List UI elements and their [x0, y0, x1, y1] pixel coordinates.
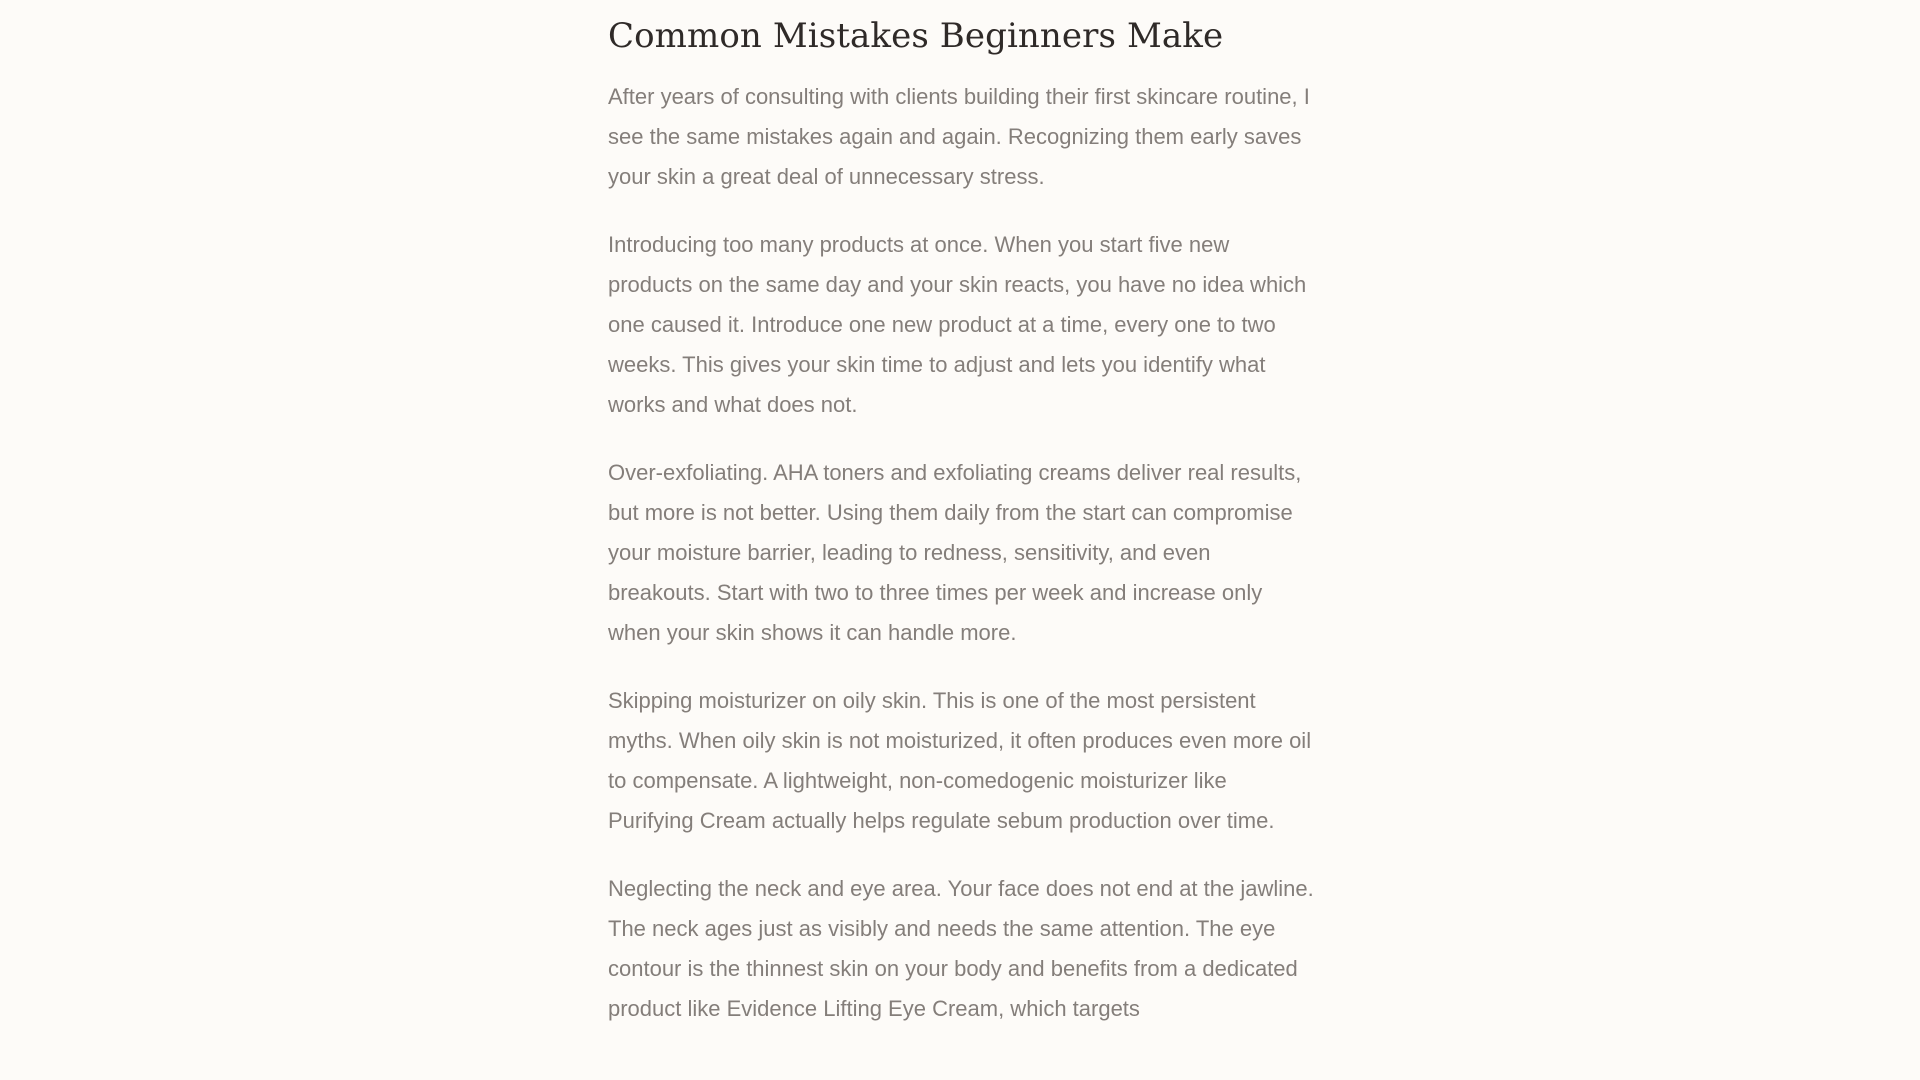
mistake-neglecting-neck-eye-paragraph: Neglecting the neck and eye area. Your face does not end at the jawline. The neck ages just as visibly and needs the same attention. The eye contour is the thinnest skin on your body and benefits from a dedicated product like Evidence Lifting Eye Cream, which targets	[608, 876, 1314, 1021]
mistake-skipping-moisturizer-paragraph: Skipping moisturizer on oily skin. This is one of the most persistent myths. When oily skin is not moisturized, it often produces even more oil to compensate. A lightweight, non-comedogenic moisturizer like Purifying Cream actually helps regulate sebum production over time.	[608, 688, 1312, 833]
intro-paragraph: After years of consulting with clients building their first skincare routine, I see the same mistakes again and again. Recognizing them early saves your skin a great deal of unnecessary stress.	[608, 84, 1310, 189]
article-content	[608, 0, 1320, 1057]
mistake-over-exfoliating-paragraph: Over-exfoliating. AHA toners and exfoliating creams deliver real results, but more is not better. Using them daily from the start can compromise your moisture barrier, leading to redness, sensitivity, and even breakouts. Start with two to three times per week and increase only when your skin shows it can handle more.	[608, 460, 1302, 645]
mistake-too-many-products-paragraph: Introducing too many products at once. When you start five new products on the same day and your skin reacts, you have no idea which one caused it. Introduce one new product at a time, every one to two weeks. This gives your skin time to adjust and lets you identify what works and what does not.	[608, 232, 1307, 417]
section-heading: Common Mistakes Beginners Make	[608, 16, 1224, 56]
